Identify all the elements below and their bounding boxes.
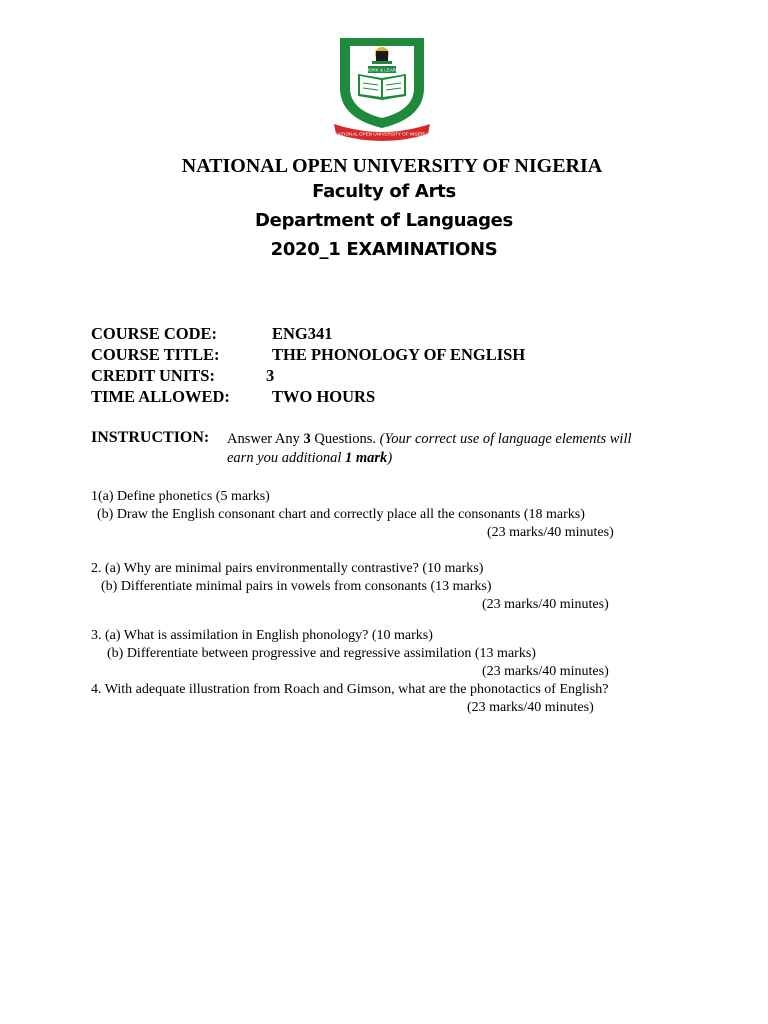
instruction-line-1: Answer Any 3 Questions. (Your correct use of language elements will	[227, 431, 632, 447]
question-4-marks: (23 marks/40 minutes)	[467, 700, 594, 715]
course-code-value: ENG341	[272, 324, 333, 343]
question-count: 3	[303, 431, 311, 447]
exam-title: 2020_1 EXAMINATIONS	[270, 239, 498, 260]
question-2a: 2. (a) Why are minimal pairs environmentally contrastive? (10 marks)	[91, 561, 484, 576]
question-3b: (b) Differentiate between progressive and regressive assimilation (13 marks)	[107, 646, 536, 661]
logo-book-text: WORK & LEARN	[364, 67, 400, 73]
university-name: NATIONAL OPEN UNIVERSITY OF NIGERIA	[181, 155, 603, 177]
credit-units-label: CREDIT UNITS:	[91, 366, 215, 385]
question-3a: 3. (a) What is assimilation in English phonology? (10 marks)	[91, 628, 433, 643]
book-icon	[358, 66, 406, 100]
course-code-label: COURSE CODE:	[91, 324, 218, 343]
question-3-marks: (23 marks/40 minutes)	[482, 664, 609, 679]
credit-units-value: 3	[266, 366, 275, 385]
course-title-value: THE PHONOLOGY OF ENGLISH	[272, 345, 526, 364]
course-title-label: COURSE TITLE:	[91, 345, 220, 364]
time-allowed-label: TIME ALLOWED:	[91, 387, 230, 406]
question-2-marks: (23 marks/40 minutes)	[482, 597, 609, 612]
question-2b: (b) Differentiate minimal pairs in vowels from consonants (13 marks)	[101, 579, 492, 594]
question-4: 4. With adequate illustration from Roach and Gimson, what are the phonotactics of English?	[91, 682, 609, 697]
university-logo	[332, 36, 432, 144]
time-allowed-value: TWO HOURS	[272, 387, 376, 406]
faculty-name: Faculty of Arts	[312, 181, 456, 202]
logo-banner-text: NATIONAL OPEN UNIVERSITY OF NIGERIA	[335, 131, 429, 137]
instruction-line-2: earn you additional 1 mark)	[227, 450, 393, 466]
instruction-label: INSTRUCTION:	[91, 429, 210, 446]
question-1a: 1(a) Define phonetics (5 marks)	[91, 489, 270, 504]
question-1-marks: (23 marks/40 minutes)	[487, 525, 614, 540]
question-1b: (b) Draw the English consonant chart and correctly place all the consonants (18 marks)	[97, 507, 585, 522]
department-name: Department of Languages	[255, 210, 513, 231]
